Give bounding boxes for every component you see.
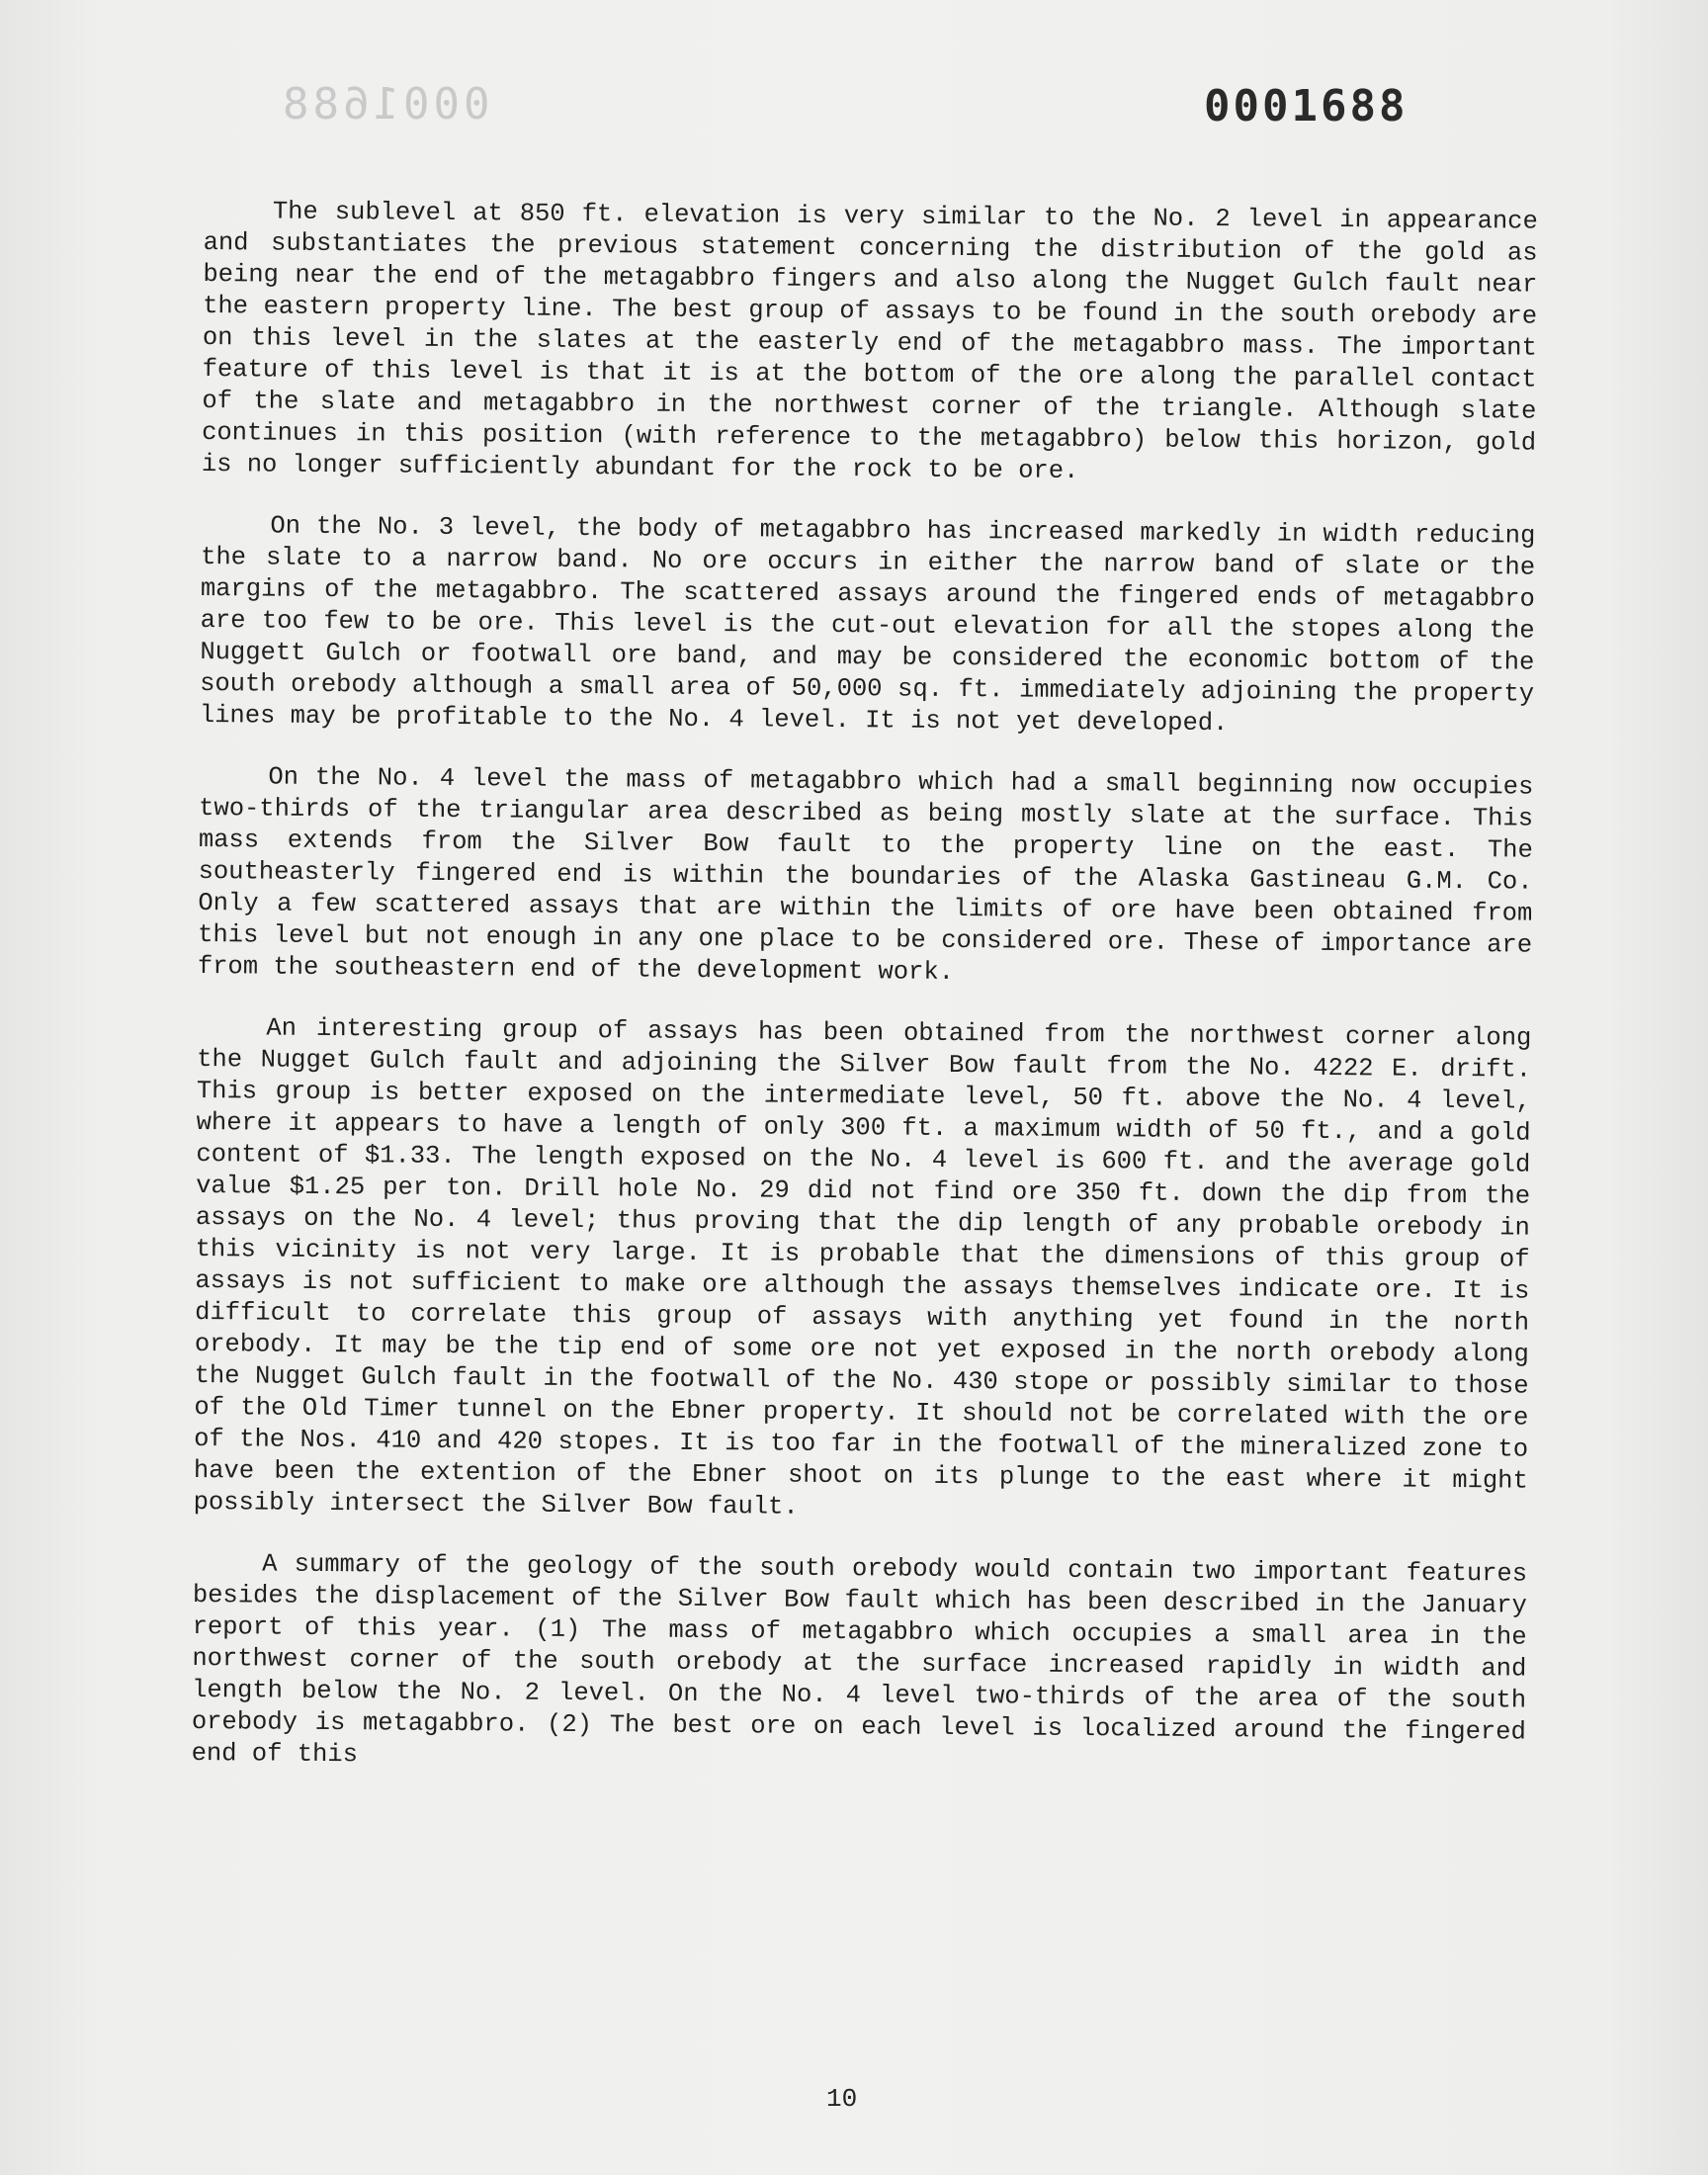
paragraph-no3-level: On the No. 3 level, the body of metagabbro has increased markedly in width reducing the slate to a narrow band. No ore occurs in either the narrow band of slate or the margins of the metagabbro. The scattered assays around the fingered ends of metagabbro are too few to be ore. This level is the cut-out elevation for all the stopes along the Nuggett Gulch or footwall ore band, and may be considered the economic bottom of the south orebody although a small area of 50,000 sq. ft. immediately adjoining the property lines may be profitable to the No. 4 level. It is not yet developed.: [199, 511, 1536, 739]
page-number: 10: [826, 2084, 858, 2114]
paragraph-sublevel-850: The sublevel at 850 ft. elevation is very similar to the No. 2 level in appearance and substantiates the previous statement concerning the distribution of the gold as being near the end of the metagabbro fingers and also along the Nugget Gulch fault near the eastern property line. The best group of assays to be found in the south orebody are on this level in the slates at the easterly end of the metagabbro mass. The important feature of this level is that it is at the bottom of the ore along the parallel contact of the slate and metagabbro in the northwest corner of the triangle. Although slate continues in this position (with reference to the metagabbro) below this horizon, gold is no longer sufficiently abundant for the rock to be ore.: [201, 197, 1538, 485]
paragraph-assay-group: An interesting group of assays has been obtained from the northwest corner along the Nugget Gulch fault and adjoining the Silver Bow fault from the No. 4222 E. drift. This group is better exposed on the intermediate level, 50 ft. above the No. 4 level, where it appears to have a length of only 300 ft. a maximum width of 50 ft., and a gold content of $1.33. The length exposed on the No. 4 level is 600 ft. and the average gold value $1.25 per ton. Drill hole No. 29 did not find ore 350 ft. down the dip from the assays on the No. 4 level; thus proving that the dip length of any probable orebody in this vicinity is not very large. It is probable that the dimensions of this group of assays is not sufficient to make ore although the assays themselves indicate ore. It is difficult to correlate this group of assays with anything yet found in the north orebody. It may be the tip end of some ore not yet exposed in the north orebody along the Nugget Gulch fault in the footwall of the No. 430 stope or possibly similar to those of the Old Timer tunnel on the Ebner property. It should not be correlated with the ore of the Nos. 410 and 420 stopes. It is too far in the footwall of the mineralized zone to have been the extention of the Ebner shoot on its plunge to the east where it might possibly intersect the Silver Bow fault.: [193, 1013, 1532, 1522]
bleed-through-number: 0001688: [279, 79, 490, 130]
document-number: 0001688: [1204, 81, 1409, 131]
paragraph-no4-level: On the No. 4 level the mass of metagabbro which had a small beginning now occupies two-thirds of the triangular area described as being mostly slate at the surface. This mass extends from the Silver Bow fault to the property line on the east. The southeasterly fingered end is within the boundaries of the Alaska Gastineau G.M. Co. Only a few scattered assays that are within the limits of ore have been obtained from this level but not enough in any one place to be considered ore. These of importance are from the southeastern end of the development work.: [197, 762, 1534, 987]
paragraph-summary: A summary of the geology of the south orebody would contain two important features besides the displacement of the Silver Bow fault which has been described in the January report of this year. (1) The mass of metagabbro which occupies a small area in the northwest corner of the south orebody at the surface increased rapidly in width and length below the No. 2 level. On the No. 4 level two-thirds of the area of the south orebody is metagabbro. (2) The best ore on each level is localized around the fingered end of this: [191, 1549, 1528, 1770]
body-text: [191, 196, 1538, 1810]
